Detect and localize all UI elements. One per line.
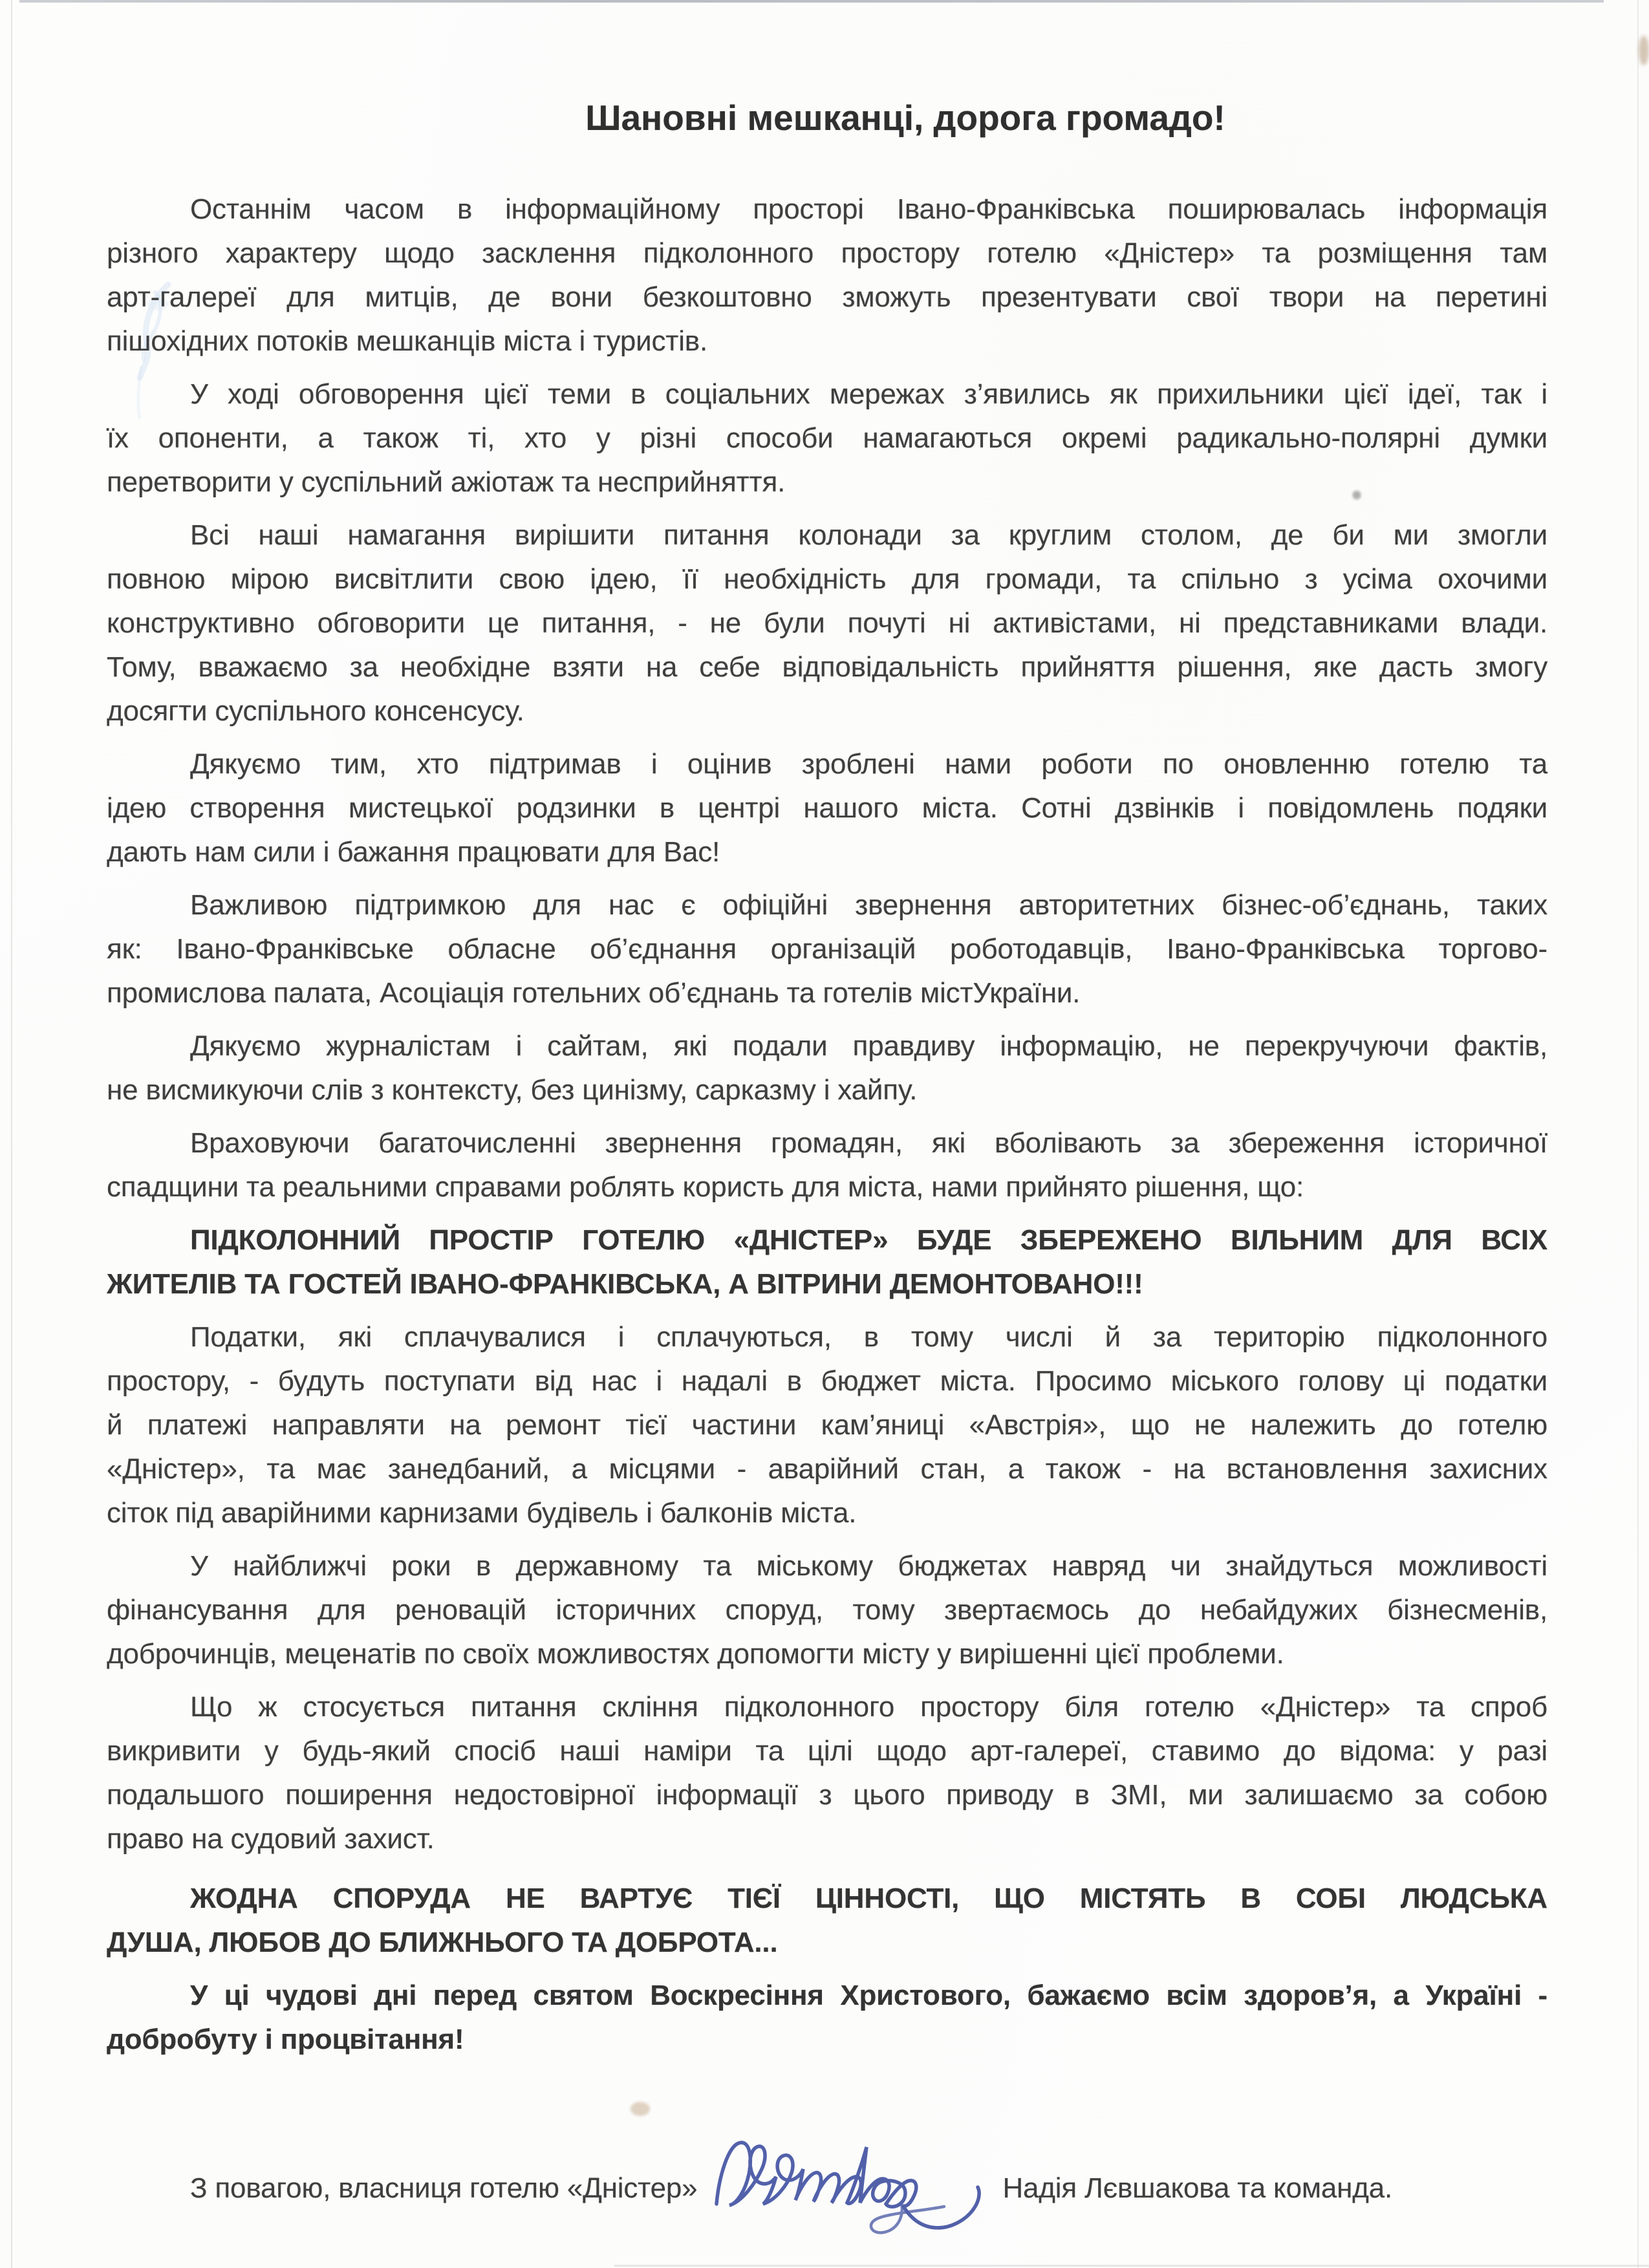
text-line: фінансування для реновацій історичних споруд, тому звертаємось до небайдужих бізнесменів, (107, 1594, 1547, 1626)
text-line: ідею створення мистецької родзинки в центрі нашого міста. Сотні дзвінків і повідомлень подяки (107, 792, 1547, 824)
text-line: ЖОДНА СПОРУДА НЕ ВАРТУЄ ТІЄЇ ЦІННОСТІ, ЩО МІСТЯТЬ В СОБІ ЛЮДСЬКА (190, 1883, 1547, 1914)
text-line: різного характеру щодо засклення підколонного простору готелю «Дністер» та розміщення там (107, 237, 1547, 269)
text-line: Важливою підтримкою для нас є офіційні звернення авторитетних бізнес-об’єднань, таких (190, 889, 1547, 921)
scan-artifact-right-edge (1637, 0, 1639, 2268)
text-line: У найближчі роки в державному та міському бюджетах навряд чи знайдуться можливості (190, 1550, 1547, 1582)
paragraph (107, 513, 1547, 733)
text-line: подальшого поширення недостовірної інформації з цього приводу в ЗМІ, ми залишаємо за собою (107, 1779, 1547, 1811)
text-line: й платежі направляти на ремонт тієї частини кам’яниці «Австрія», що не належить до готелю (107, 1409, 1547, 1441)
paragraph (107, 1544, 1547, 1676)
paragraph (107, 188, 1547, 363)
text-line: їх опоненти, а також ті, хто у різні способи намагаються окремі радикально-полярні думки (107, 422, 1547, 454)
text-line: сіток під аварійними карнизами будівель і балконів міста. (107, 1497, 857, 1529)
paragraph (107, 1877, 1547, 1965)
text-line: повною мірою висвітлити свою ідею, її необхідність для громади, та спільно з усіма охочими (107, 563, 1547, 595)
scan-artifact-left-edge (11, 0, 12, 2268)
text-line: Останнім часом в інформаційному просторі Івано-Франківська поширювалась інформація (190, 193, 1547, 225)
text-line: право на судовий захист. (107, 1823, 435, 1855)
signature-line (107, 2121, 1547, 2238)
text-line: Дякуємо журналістам і сайтам, які подали правдиву інформацію, не перекручуючи фактів, (190, 1030, 1547, 1062)
text-line: ЖИТЕЛІВ ТА ГОСТЕЙ ІВАНО-ФРАНКІВСЬКА, А ВІТРИНИ ДЕМОНТОВАНО!!! (107, 1268, 1143, 1300)
scan-artifact-speck (1639, 36, 1649, 65)
scan-artifact-top-edge (19, 0, 1604, 3)
paragraph (107, 373, 1547, 504)
text-line: спадщини та реальними справами роблять користь для міста, нами прийнято рішення, що: (107, 1171, 1304, 1203)
letter-body (107, 188, 1547, 2238)
text-line: пішохідних потоків мешканців міста і туристів. (107, 325, 708, 357)
paragraph (107, 1121, 1547, 1209)
paragraph (107, 883, 1547, 1015)
paragraph (107, 1218, 1547, 1306)
text-line: Всі наші намагання вирішити питання колонади за круглим столом, де би ми змогли (190, 519, 1547, 551)
text-line: промислова палата, Асоціація готельних об’єднань та готелів містУкраїни. (107, 977, 1081, 1009)
paragraph (107, 1974, 1547, 2062)
text-line: ПІДКОЛОННИЙ ПРОСТІР ГОТЕЛЮ «ДНІСТЕР» БУДЕ ЗБЕРЕЖЕНО ВІЛЬНИМ ДЛЯ ВСІХ (190, 1224, 1547, 1256)
text-line: простору, - будуть поступати від нас і надалі в бюджет міста. Просимо міського голову ці податки (107, 1365, 1547, 1397)
text-line: Що ж стосується питання скління підколонного простору біля готелю «Дністер» та спроб (190, 1691, 1547, 1723)
text-line: викривити у будь-який спосіб наші наміри та цілі щодо арт-галереї, ставимо до відома: у разі (107, 1735, 1547, 1767)
text-line: доброчинців, меценатів по своїх можливостях допомогти місту у вирішенні цієї проблеми. (107, 1638, 1284, 1670)
text-line: «Дністер», та має занедбаний, а місцями - аварійний стан, а також - на встановлення захисних (107, 1453, 1547, 1485)
paragraph (107, 1024, 1547, 1112)
text-line: Дякуємо тим, хто підтримав і оцінив зроблені нами роботи по оновленню готелю та (190, 748, 1547, 780)
text-line: ДУША, ЛЮБОВ ДО БЛИЖНЬОГО ТА ДОБРОТА... (107, 1927, 778, 1958)
text-line: У ході обговорення цієї теми в соціальних мережах з’явились як прихильники цієї ідеї, так і (190, 378, 1547, 410)
paragraph (107, 742, 1547, 874)
text-line: Враховуючи багаточисленні звернення громадян, які вболівають за збереження історичної (190, 1127, 1547, 1159)
text-line: У ці чудові дні перед святом Воскресіння Христового, бажаємо всім здоров’я, а Україні - (190, 1980, 1547, 2011)
text-line: досягти суспільного консенсусу. (107, 695, 524, 727)
signature-prefix: З повагою, власниця готелю «Дністер» (190, 2172, 698, 2204)
text-line: арт-галереї для митців, де вони безкоштовно зможуть презентувати свої твори на перетині (107, 281, 1547, 313)
text-line: не висмикуючи слів з контексту, без цинізму, сарказму і хайпу. (107, 1074, 918, 1106)
signature-ink (704, 2121, 1001, 2238)
paragraph (107, 1315, 1547, 1535)
text-line: добробуту і процвітання! (107, 2024, 464, 2055)
text-line: Податки, які сплачувалися і сплачуються, в тому числі й за територію підколонного (190, 1321, 1547, 1353)
paragraph (107, 1685, 1547, 1861)
page-title: Шановні мешканці, дорога громадо! (585, 98, 1225, 138)
scan-artifact-bottom-edge (614, 2265, 1649, 2267)
signature-suffix: Надія Лєвшакова та команда. (1002, 2172, 1393, 2204)
text-line: дають нам сили і бажання працювати для Вас! (107, 836, 720, 868)
text-line: конструктивно обговорити це питання, - не були почуті ні активістами, ні представниками влади. (107, 607, 1547, 639)
text-line: перетворити у суспільний ажіотаж та несприйняття. (107, 466, 786, 498)
text-line: Тому, вважаємо за необхідне взяти на себе відповідальність прийняття рішення, яке дасть змогу (107, 651, 1547, 683)
text-line: як: Івано-Франківське обласне об’єднання організацій роботодавців, Івано-Франківська торгово- (107, 933, 1547, 965)
